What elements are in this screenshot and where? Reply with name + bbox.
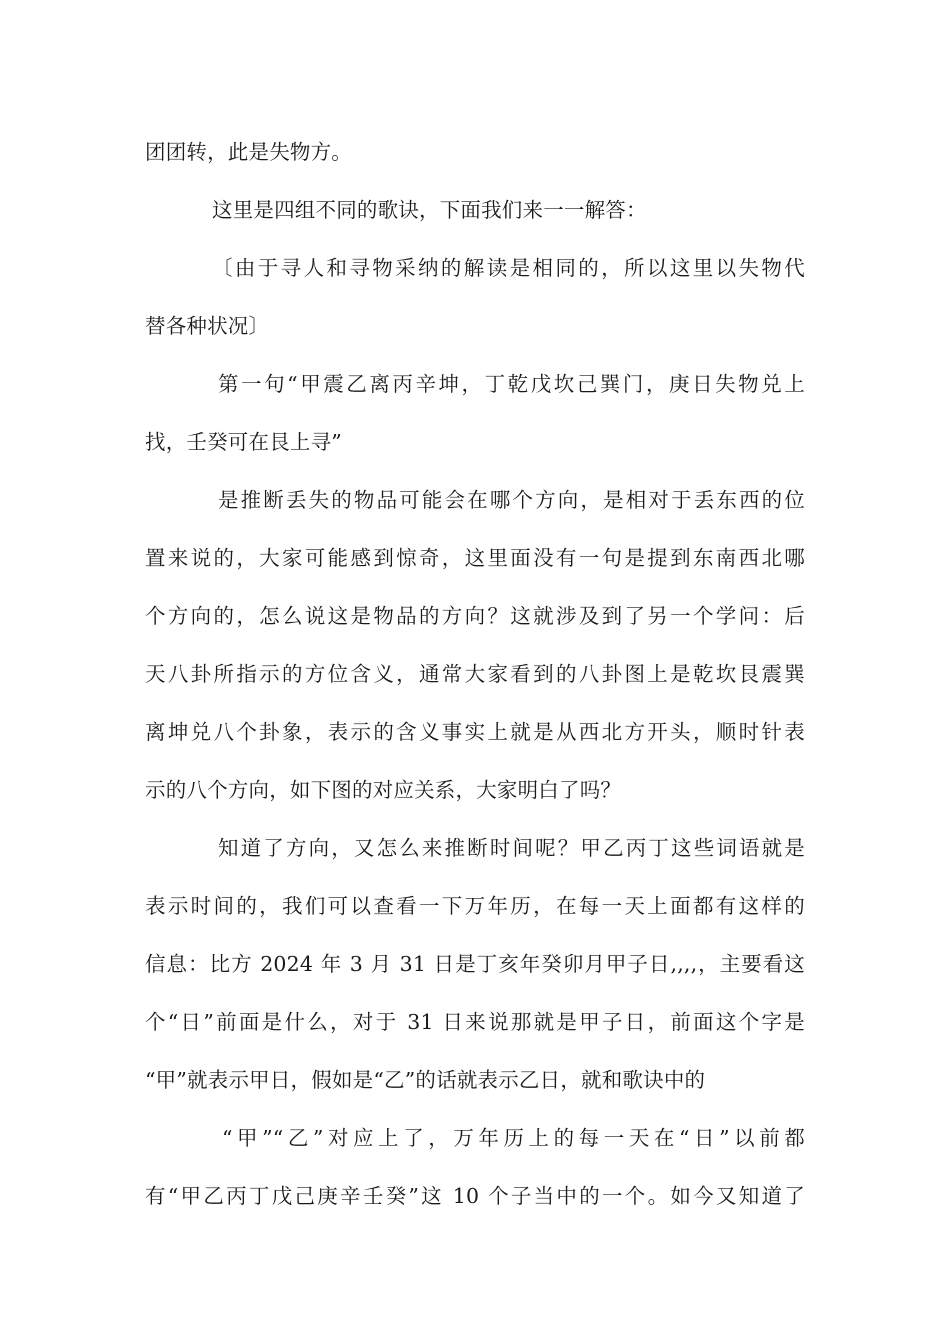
- text-line: 示的八个方向，如下图的对应关系，大家明白了吗？: [145, 778, 622, 802]
- text-line: 〔由于寻人和寻物采纳的解读是相同的，所以这里以失物代: [212, 256, 805, 280]
- text-line: 离坤兑八个卦象，表示的含义事实上就是从西北方开头，顺时针表: [145, 720, 805, 744]
- text-line: 第一句“甲震乙离丙辛坤，丁乾戊坎己巽门，庚日失物兑上: [218, 372, 805, 396]
- text-line: “甲”“乙”对应上了，万年历上的每一天在“日”以前都: [222, 1126, 805, 1150]
- text-line: 个方向的，怎么说这是物品的方向？这就涉及到了另一个学问：后: [145, 604, 805, 628]
- text-line: 这里是四组不同的歌诀，下面我们来一一解答：: [212, 198, 647, 222]
- text-line: 是推断丢失的物品可能会在哪个方向，是相对于丢东西的位: [218, 488, 805, 512]
- text-line: 天八卦所指示的方位含义，通常大家看到的八卦图上是乾坎艮震巽: [145, 662, 805, 686]
- text-line: 信息：比方 2024 年 3 月 31 日是丁亥年癸卯月甲子日,,,,，主要看这: [145, 952, 805, 976]
- text-line: 个“日”前面是什么，对于 31 日来说那就是甲子日，前面这个字是: [145, 1010, 805, 1034]
- text-line: 替各种状况〕: [145, 314, 270, 338]
- text-line: 置来说的，大家可能感到惊奇，这里面没有一句是提到东南西北哪: [145, 546, 805, 570]
- text-line: 找，壬癸可在艮上寻”: [145, 430, 342, 454]
- text-line: 知道了方向，又怎么来推断时间呢？甲乙丙丁这些词语就是: [218, 836, 805, 860]
- text-line: “甲”就表示甲日，假如是“乙”的话就表示乙日，就和歌诀中的: [145, 1068, 706, 1092]
- text-line: 表示时间的，我们可以查看一下万年历，在每一天上面都有这样的: [145, 894, 805, 918]
- text-line: 有“甲乙丙丁戊己庚辛壬癸”这 10 个子当中的一个。如今又知道了: [145, 1184, 805, 1208]
- text-line: 团团转，此是失物方。: [145, 140, 352, 164]
